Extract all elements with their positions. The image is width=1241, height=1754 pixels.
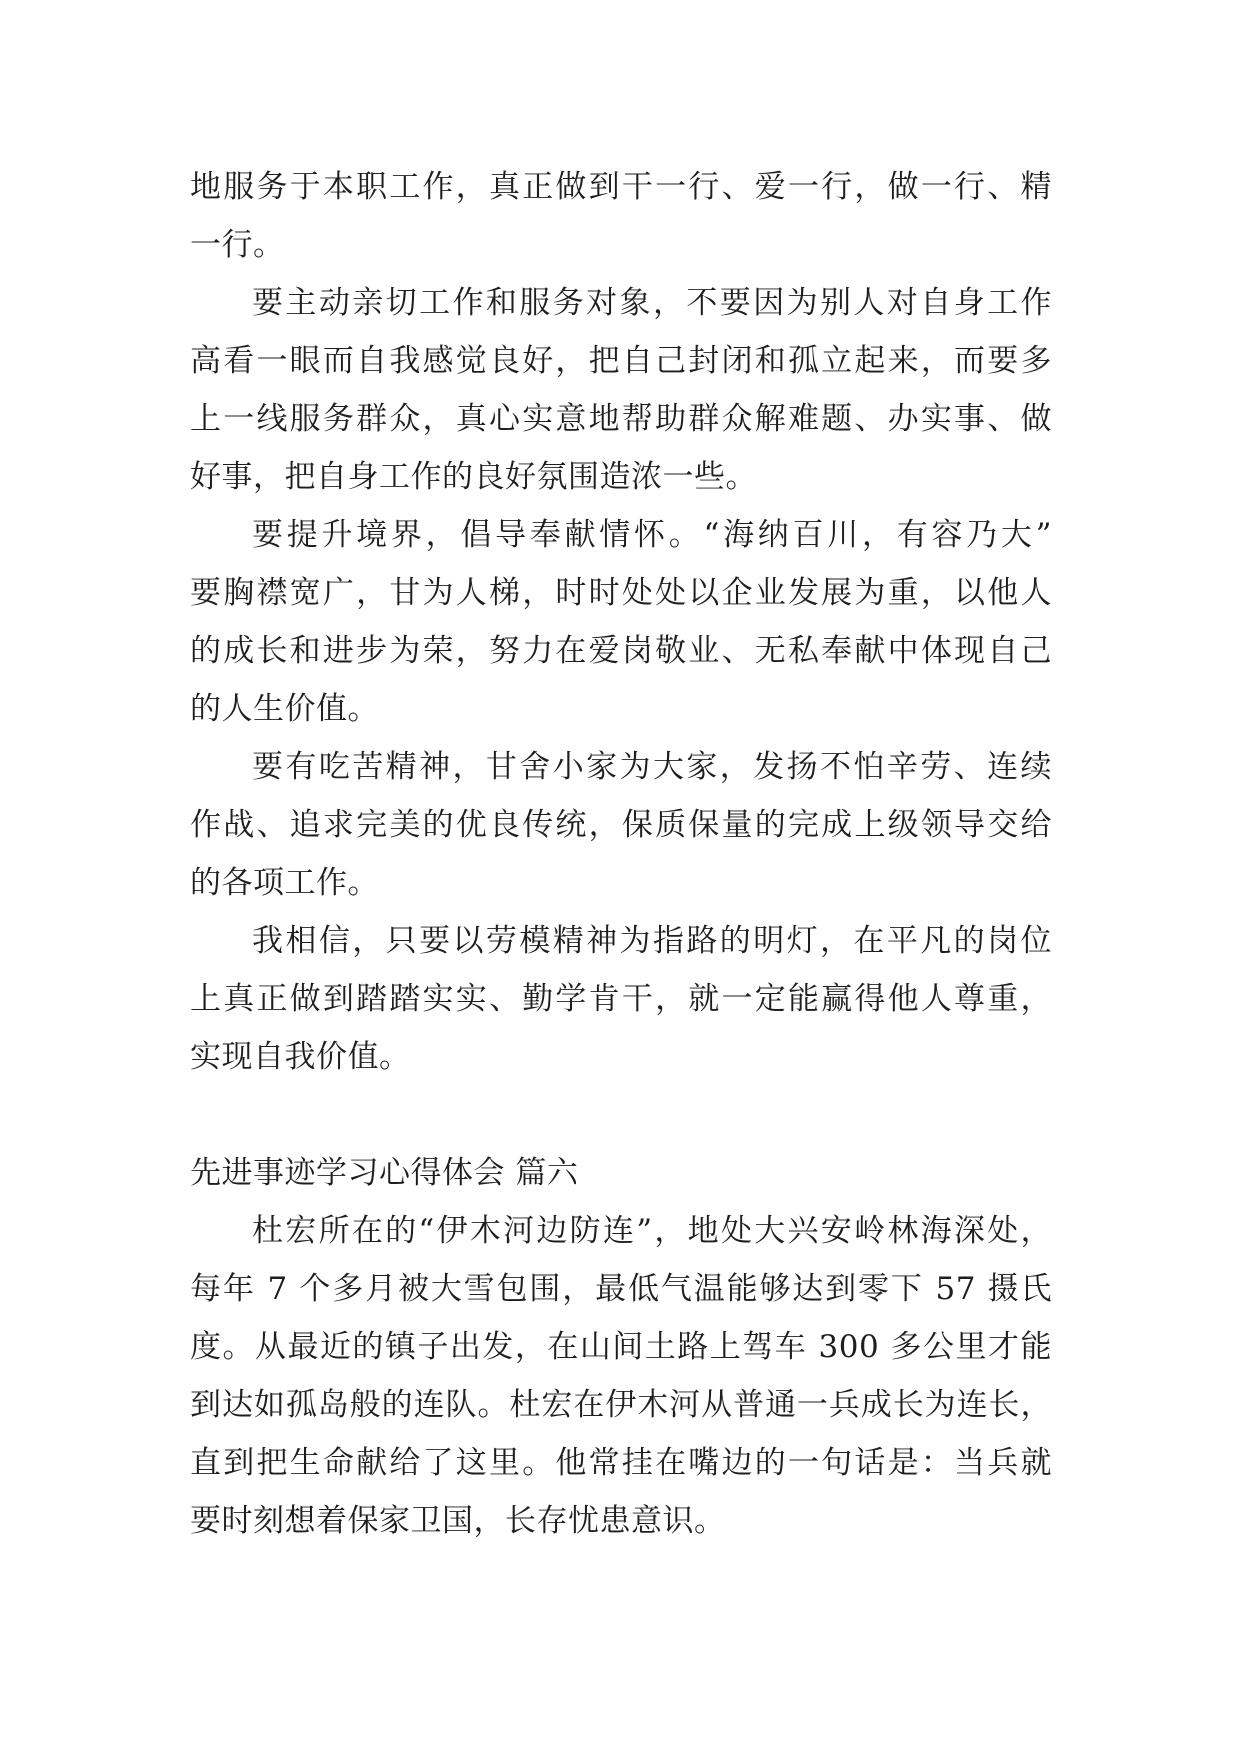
paragraph-line: 的各项工作。 (190, 865, 379, 901)
section-spacer (190, 1086, 1052, 1144)
paragraph-line: 地服务于本职工作，真正做到干一行、爱一行，做一行、精 (190, 169, 1052, 205)
paragraph-line: 要时刻想着保家卫国，长存忧患意识。 (190, 1503, 726, 1539)
section-heading: 先进事迹学习心得体会 篇六 (190, 1155, 579, 1191)
paragraph-line: 高看一眼而自我感觉良好，把自己封闭和孤立起来，而要多 (190, 343, 1052, 379)
paragraph-line: 要胸襟宽广，甘为人梯，时时处处以企业发展为重，以他人 (190, 575, 1052, 611)
paragraph-line: 我相信，只要以劳模精神为指路的明灯，在平凡的岗位 (252, 923, 1052, 959)
paragraph-line: 直到把生命献给了这里。他常挂在嘴边的一句话是：当兵就 (190, 1445, 1052, 1481)
paragraph-line: 好事，把自身工作的良好氛围造浓一些。 (190, 459, 757, 495)
paragraph-line: 一行。 (190, 227, 285, 263)
paragraph-line: 要有吃苦精神，甘舍小家为大家，发扬不怕辛劳、连续 (252, 749, 1052, 785)
paragraph-line: 到达如孤岛般的连队。杜宏在伊木河从普通一兵成长为连长， (190, 1387, 1052, 1423)
paragraph-line: 上一线服务群众，真心实意地帮助群众解难题、办实事、做 (190, 401, 1052, 437)
paragraph-line: 度。从最近的镇子出发，在山间土路上驾车 300 多公里才能 (190, 1329, 1052, 1365)
paragraph-line: 上真正做到踏踏实实、勤学肯干，就一定能赢得他人尊重， (190, 981, 1052, 1017)
paragraph-line: 要主动亲切工作和服务对象，不要因为别人对自身工作 (252, 285, 1052, 321)
paragraph-line: 杜宏所在的“伊木河边防连”，地处大兴安岭林海深处， (252, 1213, 1052, 1249)
paragraph-line: 作战、追求完美的优良传统，保质保量的完成上级领导交给 (190, 807, 1052, 843)
paragraph-line: 的人生价值。 (190, 691, 379, 727)
paragraph-line: 的成长和进步为荣，努力在爱岗敬业、无私奉献中体现自己 (190, 633, 1052, 669)
paragraph-line: 每年 7 个多月被大雪包围，最低气温能够达到零下 57 摄氏 (190, 1271, 1052, 1307)
paragraph-line: 实现自我价值。 (190, 1039, 411, 1075)
document-body (190, 158, 1052, 1550)
paragraph-line: 要提升境界，倡导奉献情怀。“海纳百川，有容乃大” (252, 517, 1052, 553)
